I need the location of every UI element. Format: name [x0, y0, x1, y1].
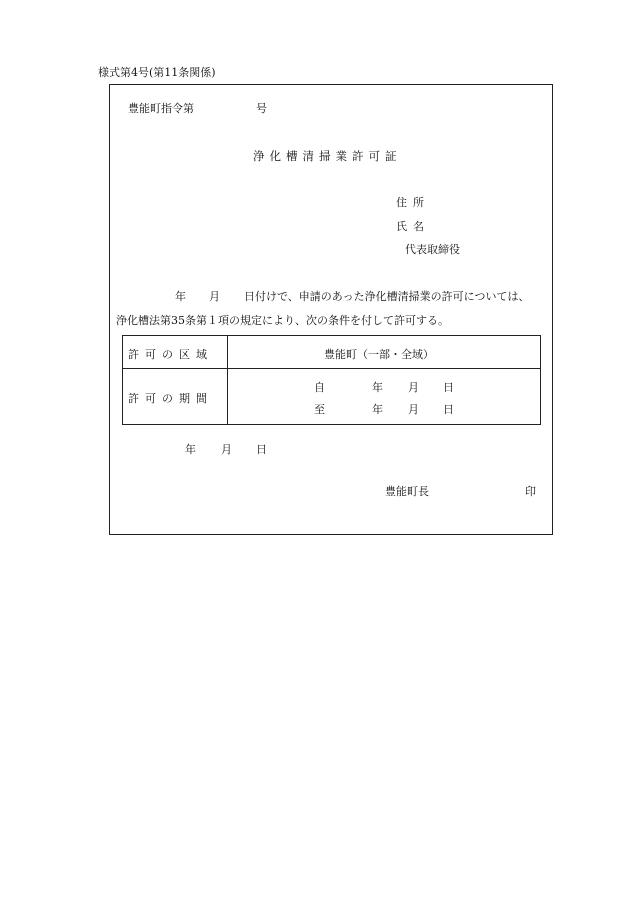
term-to-day: 日: [443, 403, 454, 416]
term-to-label: 至: [314, 403, 325, 416]
table-column-divider: [227, 336, 228, 424]
term-to-year: 年: [372, 403, 383, 416]
issue-date-year: 年: [185, 443, 196, 456]
mayor-signature-label: 豊能町長: [385, 485, 429, 498]
table-row-divider: [123, 368, 540, 369]
term-from-year: 年: [372, 381, 383, 394]
permit-term-label: 許可の期間: [128, 392, 213, 405]
permit-area-label: 許可の区域: [128, 348, 213, 361]
term-from-month: 月: [408, 381, 419, 394]
body-month-label: 月: [209, 290, 220, 303]
order-number-suffix: 号: [256, 102, 267, 115]
body-line2-text: 浄化槽法第35条第１項の規定により、次の条件を付して許可する。: [116, 314, 449, 327]
term-from-day: 日: [443, 381, 454, 394]
term-to-month: 月: [408, 403, 419, 416]
issue-date-month: 月: [221, 443, 232, 456]
form-caption: 様式第4号(第11条関係): [98, 66, 216, 79]
issue-date-day: 日: [256, 443, 267, 456]
order-number-prefix: 豊能町指令第: [128, 102, 194, 115]
term-from-label: 自: [314, 381, 325, 394]
body-year-label: 年: [175, 290, 186, 303]
address-label: 住所: [396, 196, 430, 209]
body-line1-text: 日付けで、申請のあった浄化槽清掃業の許可については、: [244, 290, 530, 303]
representative-label: 代表取締役: [405, 243, 460, 256]
document-title: 浄化槽清掃業許可証: [253, 149, 402, 163]
seal-mark: 印: [525, 485, 536, 498]
permit-area-value: 豊能町（一部・全域）: [324, 348, 434, 361]
name-label: 氏名: [396, 220, 430, 233]
